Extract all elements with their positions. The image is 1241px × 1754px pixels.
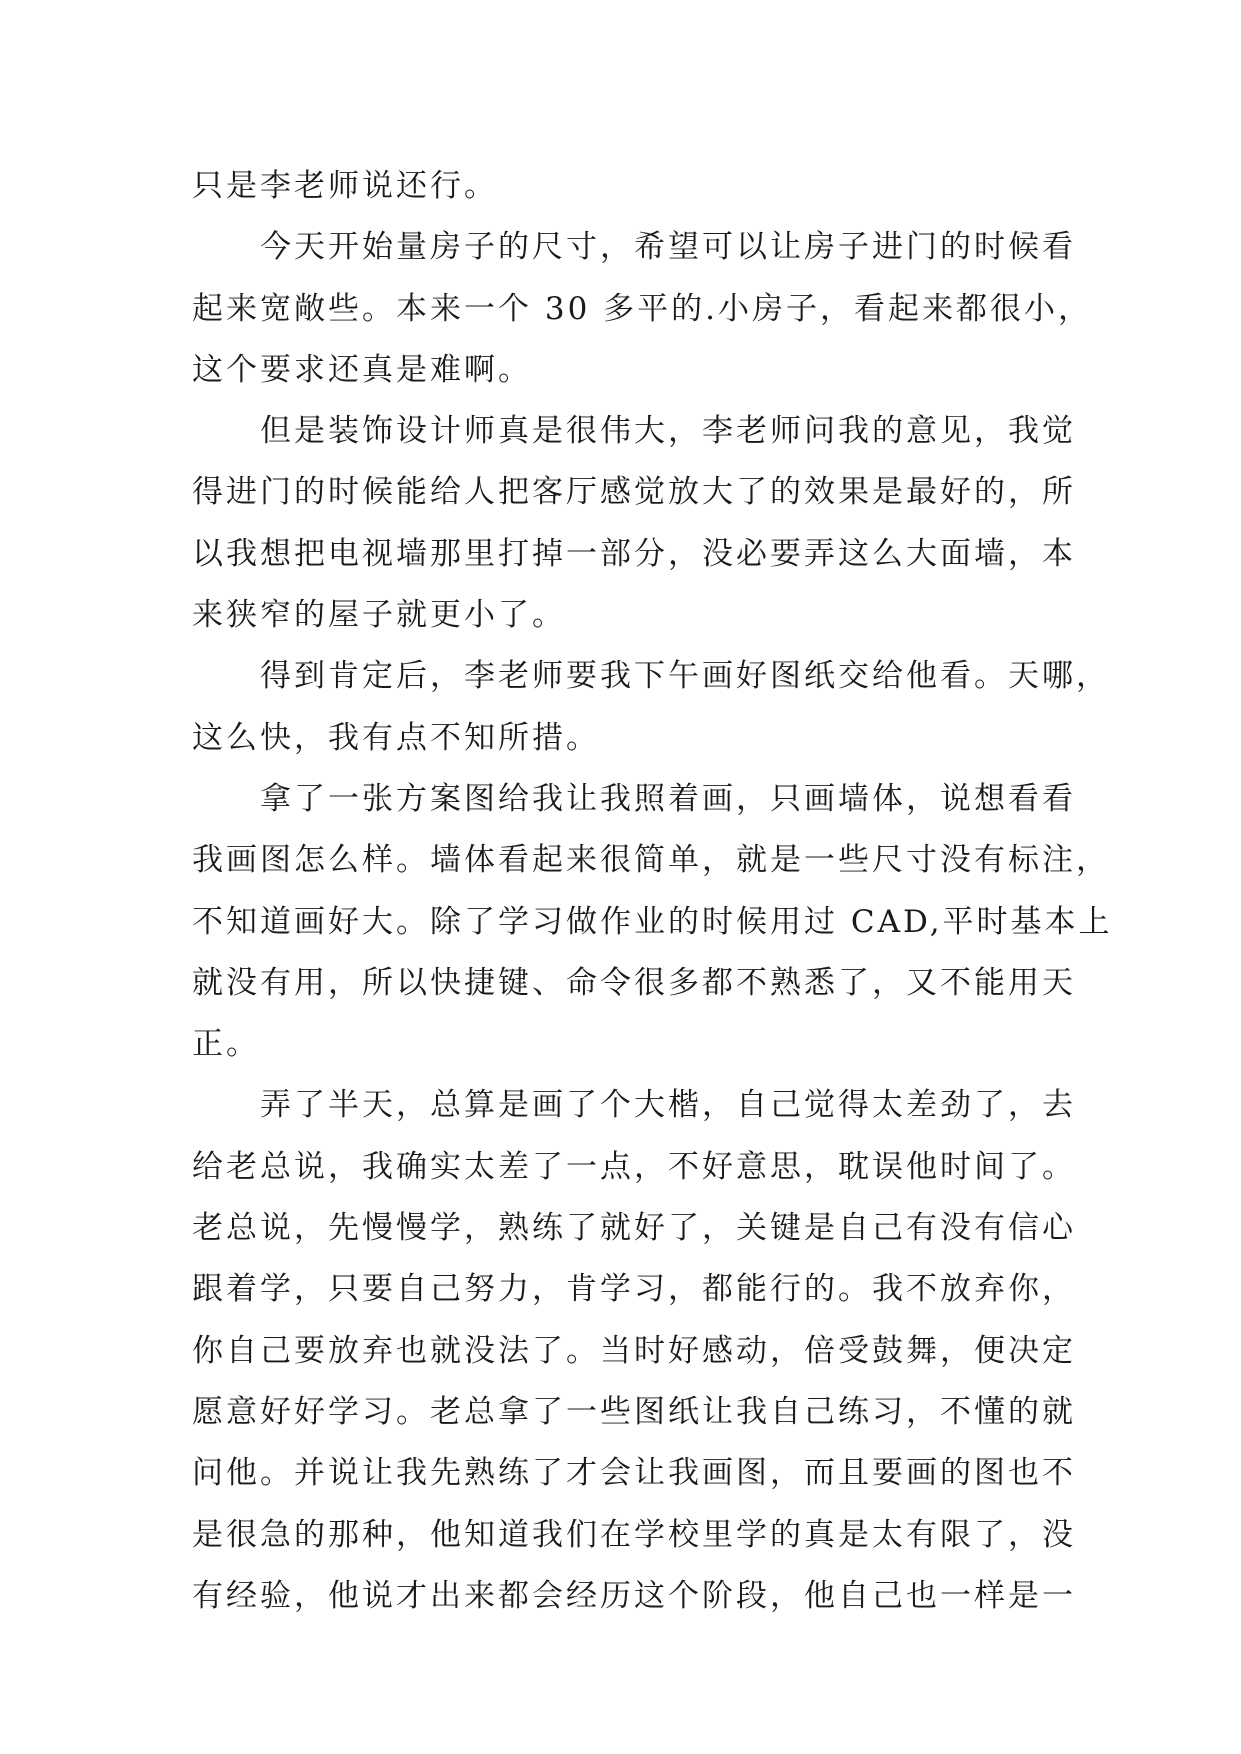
text-line: 来狭窄的屋子就更小了。 — [192, 597, 566, 634]
text-line: 这个要求还真是难啊。 — [192, 351, 532, 388]
text-line: 以我想把电视墙那里打掉一部分，没必要弄这么大面墙，本 — [192, 535, 1076, 572]
text-line: 弄了半天，总算是画了个大楷，自己觉得太差劲了，去 — [192, 1087, 1076, 1124]
text-line: 老总说，先慢慢学，熟练了就好了，关键是自己有没有信心 — [192, 1210, 1076, 1247]
text-line: 但是装饰设计师真是很伟大，李老师问我的意见，我觉 — [192, 413, 1076, 450]
text-line: 是很急的那种，他知道我们在学校里学的真是太有限了，没 — [192, 1516, 1076, 1553]
text-line: 起来宽敞些。本来一个 30 多平的.小房子，看起来都很小， — [192, 290, 1093, 327]
text-line: 不知道画好大。除了学习做作业的时候用过 CAD,平时基本上 — [192, 903, 1113, 940]
text-line: 正。 — [192, 1026, 260, 1063]
text-line: 今天开始量房子的尺寸，希望可以让房子进门的时候看 — [192, 229, 1076, 266]
text-line: 给老总说，我确实太差了一点，不好意思，耽误他时间了。 — [192, 1148, 1076, 1185]
text-line: 只是李老师说还行。 — [192, 168, 498, 204]
text-line: 我画图怎么样。墙体看起来很简单，就是一些尺寸没有标注， — [192, 842, 1110, 879]
text-line: 你自己要放弃也就没法了。当时好感动，倍受鼓舞，便决定 — [192, 1332, 1076, 1369]
text-line: 愿意好好学习。老总拿了一些图纸让我自己练习，不懂的就 — [192, 1393, 1076, 1430]
document-body-text — [192, 156, 1113, 1627]
text-line: 得到肯定后，李老师要我下午画好图纸交给他看。天哪， — [192, 658, 1110, 695]
text-line: 得进门的时候能给人把客厅感觉放大了的效果是最好的，所 — [192, 474, 1076, 511]
text-line: 拿了一张方案图给我让我照着画，只画墙体，说想看看 — [192, 780, 1076, 817]
text-line: 这么快，我有点不知所措。 — [192, 719, 600, 756]
text-line: 问他。并说让我先熟练了才会让我画图，而且要画的图也不 — [192, 1455, 1076, 1492]
text-line: 跟着学，只要自己努力，肯学习，都能行的。我不放弃你， — [192, 1271, 1076, 1308]
text-line: 就没有用，所以快捷键、命令很多都不熟悉了，又不能用天 — [192, 964, 1076, 1001]
text-line: 有经验，他说才出来都会经历这个阶段，他自己也一样是一 — [192, 1577, 1076, 1614]
